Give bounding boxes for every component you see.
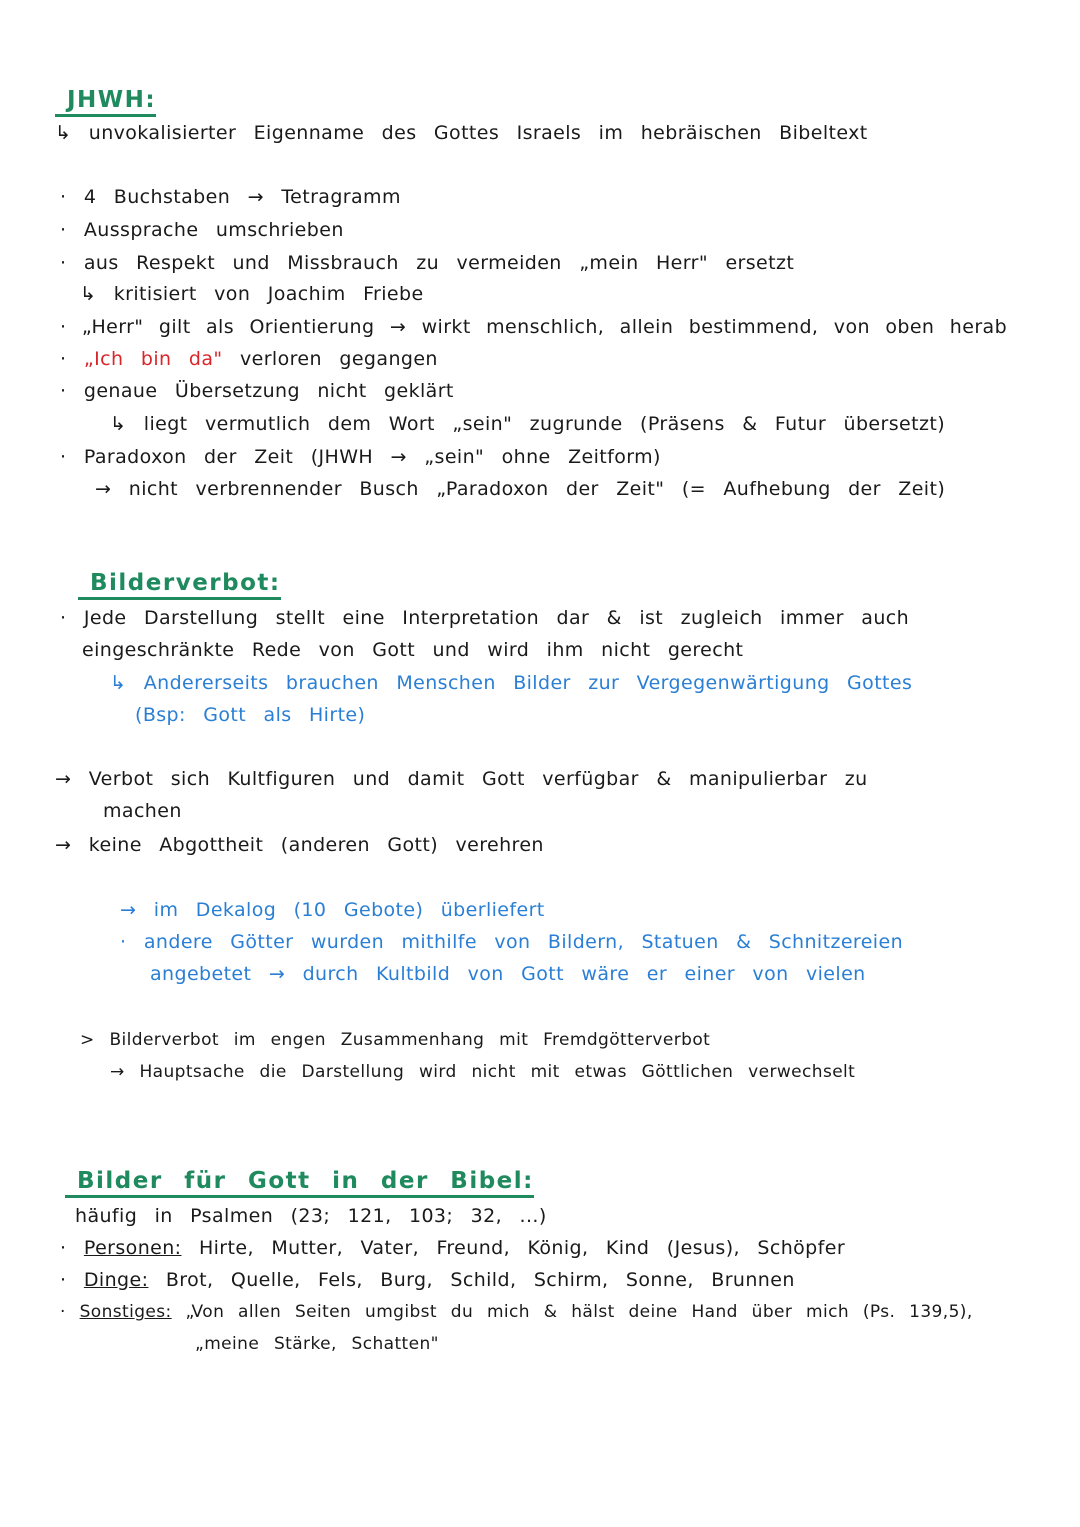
note-line: ↳ Andererseits brauchen Menschen Bilder zur Vergegenwärtigung Gottes: [110, 672, 913, 694]
note-line: angebetet → durch Kultbild von Gott wäre er einer von vielen: [150, 963, 866, 985]
note-line: ↳ unvokalisierter Eigenname des Gottes Israels im hebräischen Bibeltext: [55, 122, 868, 144]
label-sonstiges: Sonstiges:: [79, 1302, 172, 1322]
heading-bilderverbot: Bilderverbot:: [78, 569, 281, 600]
note-line: → nicht verbrennender Busch „Paradoxon der Zeit" (= Aufhebung der Zeit): [95, 478, 946, 500]
note-line: > Bilderverbot im engen Zusammenhang mit Fremdgötterverbot: [80, 1030, 711, 1050]
note-line: · Dinge: Brot, Quelle, Fels, Burg, Schild, Schirm, Sonne, Brunnen: [60, 1269, 795, 1291]
note-line: · Aussprache umschrieben: [60, 219, 344, 241]
note-line: · Sonstiges: „Von allen Seiten umgibst du mich & hälst deine Hand über mich (Ps. 139,5),: [60, 1302, 973, 1322]
note-line: · aus Respekt und Missbrauch zu vermeiden „mein Herr" ersetzt: [60, 252, 795, 274]
note-line: · genaue Übersetzung nicht geklärt: [60, 380, 454, 402]
note-line: ↳ kritisiert von Joachim Friebe: [80, 283, 424, 305]
bullet: ·: [60, 348, 84, 370]
heading-jhwh: JHWH:: [55, 86, 156, 117]
note-text: „Von allen Seiten umgibst du mich & hälst deine Hand über mich (Ps. 139,5),: [185, 1302, 973, 1322]
note-line: → Hauptsache die Darstellung wird nicht mit etwas Göttlichen verwechselt: [110, 1062, 856, 1082]
label-dinge: Dinge:: [83, 1269, 149, 1291]
note-line: „meine Stärke, Schatten": [195, 1334, 439, 1354]
note-line: · andere Götter wurden mithilfe von Bildern, Statuen & Schnitzereien: [120, 931, 904, 953]
note-line: · Personen: Hirte, Mutter, Vater, Freund, König, Kind (Jesus), Schöpfer: [60, 1237, 846, 1259]
note-line: · Jede Darstellung stellt eine Interpretation dar & ist zugleich immer auch: [60, 607, 910, 629]
note-text: Brot, Quelle, Fels, Burg, Schild, Schirm, Sonne, Brunnen: [165, 1269, 795, 1291]
quote-ich-bin-da: „Ich bin da": [83, 348, 223, 370]
heading-bilder-fuer-gott: Bilder für Gott in der Bibel:: [65, 1167, 534, 1198]
note-text: verloren gegangen: [222, 348, 438, 370]
note-line: · Paradoxon der Zeit (JHWH → „sein" ohne Zeitform): [60, 446, 661, 468]
note-line: (Bsp: Gott als Hirte): [135, 704, 366, 726]
note-line: eingeschränkte Rede von Gott und wird ihm nicht gerecht: [82, 639, 744, 661]
note-line: [60, 346, 438, 372]
note-text: Hirte, Mutter, Vater, Freund, König, Kind (Jesus), Schöpfer: [198, 1237, 846, 1259]
note-line: → keine Abgottheit (anderen Gott) verehren: [55, 834, 544, 856]
note-line: · „Herr" gilt als Orientierung → wirkt menschlich, allein bestimmend, von oben herab: [60, 316, 1008, 338]
note-line: · 4 Buchstaben → Tetragramm: [60, 186, 401, 208]
label-personen: Personen:: [83, 1237, 182, 1259]
note-line: → Verbot sich Kultfiguren und damit Gott verfügbar & manipulierbar zu: [55, 768, 868, 790]
note-line: häufig in Psalmen (23; 121, 103; 32, ...): [75, 1205, 547, 1227]
note-line: ↳ liegt vermutlich dem Wort „sein" zugrunde (Präsens & Futur übersetzt): [110, 413, 946, 435]
note-line: → im Dekalog (10 Gebote) überliefert: [120, 899, 545, 921]
note-line: machen: [103, 800, 182, 822]
